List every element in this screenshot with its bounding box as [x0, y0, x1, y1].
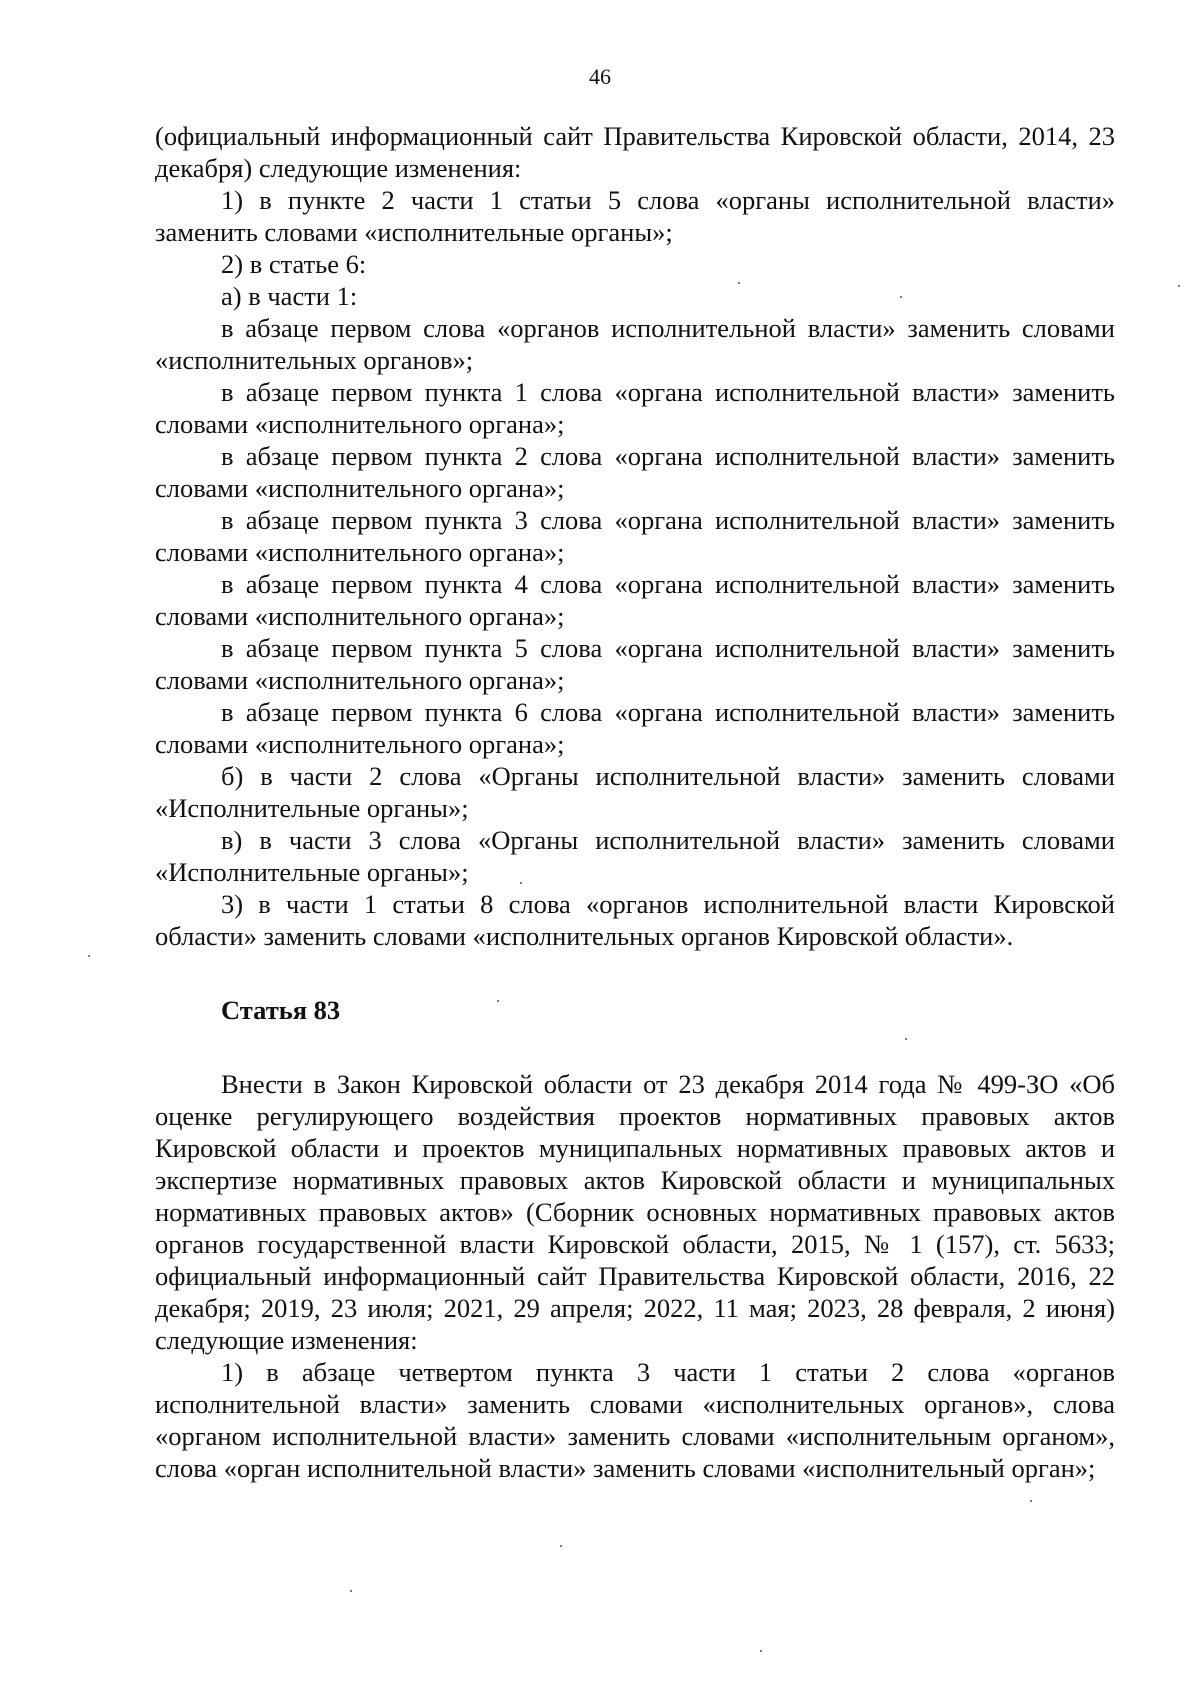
article-heading: Статья 83	[221, 995, 341, 1025]
list-item: 1) в абзаце четвертом пункта 3 части 1 статьи 2 слова «органов исполнительной власти» заменить словами «исполнительных органов», слова «органом исполнительной власти» заменить словами «исполнительным органом», слова «орган исполнительной власти» заменить словами «исполнительный орган»;	[155, 1357, 1115, 1483]
intro-paragraph: (официальный информационный сайт Правительства Кировской области, 2014, 23 декабря) следующие изменения:	[155, 121, 1115, 183]
list-item: 3) в части 1 статьи 8 слова «органов исполнительной власти Кировской области» заменить словами «исполнительных органов Кировской области».	[155, 889, 1115, 951]
list-item: б) в части 2 слова «Органы исполнительной власти» заменить словами «Исполнительные органы»;	[155, 761, 1115, 823]
list-item: в) в части 3 слова «Органы исполнительной власти» заменить словами «Исполнительные органы»;	[155, 825, 1115, 887]
article-paragraph: Внести в Закон Кировской области от 23 декабря 2014 года № 499-ЗО «Об оценке регулирующего воздействия проектов нормативных правовых актов Кировской области и проектов муниципальных нормативных правовых актов и экспертизе нормативных правовых актов Кировской области и муниципальных нормативных правовых актов» (Сборник основных нормативных правовых актов органов государственной власти Кировской области, 2015, № 1 (157), ст. 5633; официальный информационный сайт Правительства Кировской области, 2016, 22 декабря; 2019, 23 июля; 2021, 29 апреля; 2022, 11 мая; 2023, 28 февраля, 2 июня) следующие изменения:	[155, 1069, 1115, 1355]
list-item: в абзаце первом пункта 1 слова «органа исполнительной власти» заменить словами «исполнительного органа»;	[155, 377, 1115, 439]
list-item: в абзаце первом слова «органов исполнительной власти» заменить словами «исполнительных органов»;	[155, 313, 1115, 375]
list-item: в абзаце первом пункта 2 слова «органа исполнительной власти» заменить словами «исполнительного органа»;	[155, 441, 1115, 503]
list-item: 1) в пункте 2 части 1 статьи 5 слова «органы исполнительной власти» заменить словами «исполнительные органы»;	[155, 185, 1115, 247]
list-item: 2) в статье 6:	[221, 249, 367, 279]
document-body	[155, 120, 1115, 1484]
list-item: в абзаце первом пункта 4 слова «органа исполнительной власти» заменить словами «исполнительного органа»;	[155, 569, 1115, 631]
page-number: 46	[589, 64, 611, 89]
list-item: в абзаце первом пункта 3 слова «органа исполнительной власти» заменить словами «исполнительного органа»;	[155, 505, 1115, 567]
list-item: в абзаце первом пункта 6 слова «органа исполнительной власти» заменить словами «исполнительного органа»;	[155, 697, 1115, 759]
list-item: а) в части 1:	[221, 281, 358, 311]
list-item: в абзаце первом пункта 5 слова «органа исполнительной власти» заменить словами «исполнительного органа»;	[155, 633, 1115, 695]
